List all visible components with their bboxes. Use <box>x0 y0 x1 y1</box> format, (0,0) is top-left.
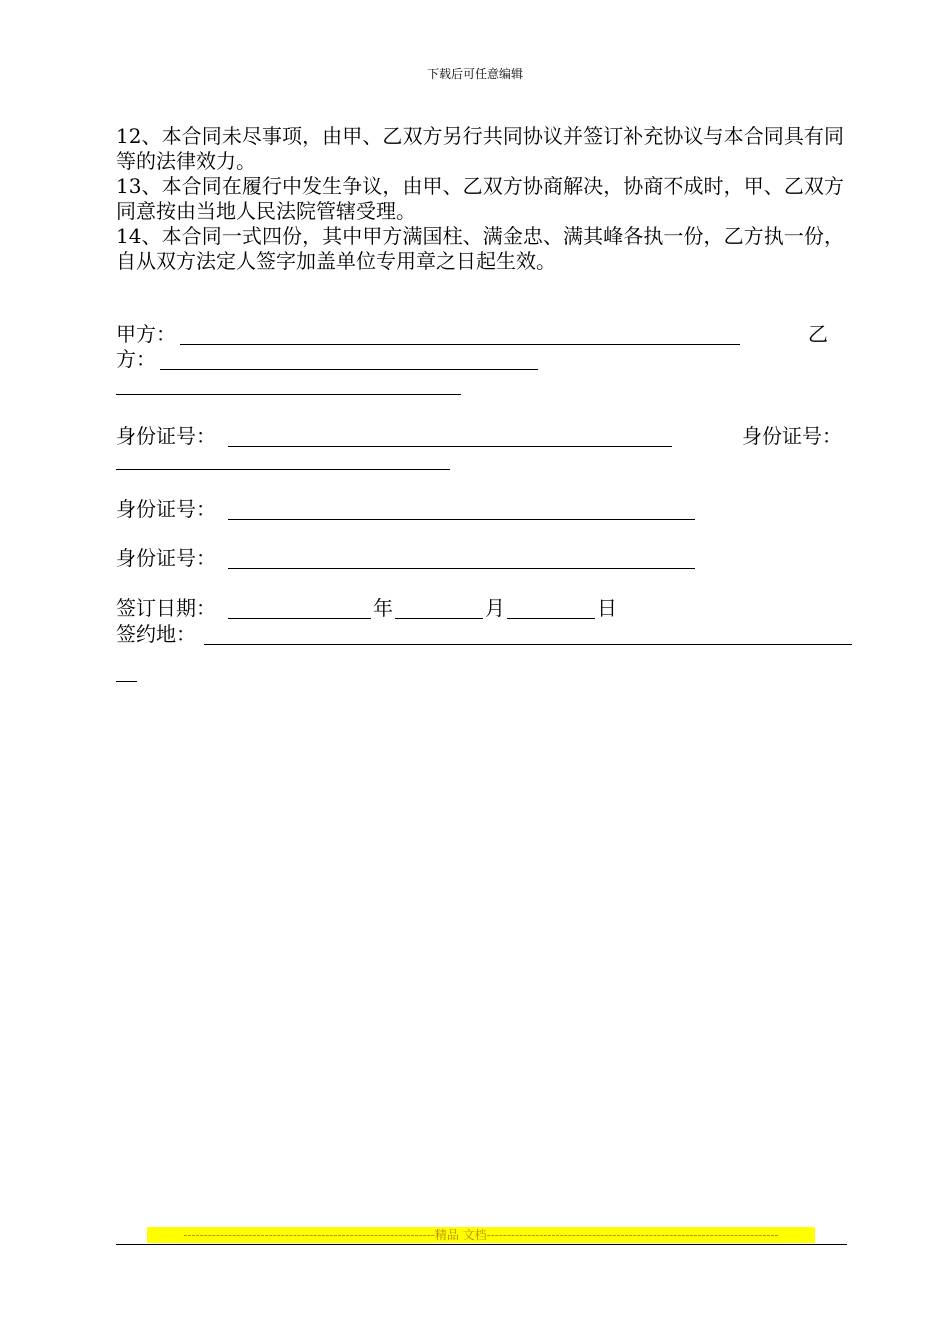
id-number-blank-2[interactable] <box>228 519 695 520</box>
id-label-a: 身份证号： <box>116 424 216 448</box>
clause-13: 13、本合同在履行中发生争议，由甲、乙双方协商解决，协商不成时，甲、乙双方同意按由当地人民法院管辖受理。 <box>116 174 844 223</box>
footer-rule <box>116 1244 847 1245</box>
date-month-label: 月 <box>485 596 505 620</box>
signature-continuation-blank[interactable] <box>116 394 461 395</box>
date-year-label: 年 <box>373 596 393 620</box>
id-label-2: 身份证号： <box>116 497 216 521</box>
date-day-label: 日 <box>597 596 617 620</box>
footer-dashes-right: ------------------------------------------------------------------------ <box>486 1228 779 1242</box>
party-b-label-part1: 乙 <box>808 322 828 346</box>
clause-14: 14、本合同一式四份，其中甲方满国柱、满金忠、满其峰各执一份，乙方执一份，自从双方法定人签字加盖单位专用章之日起生效。 <box>116 224 844 273</box>
id-label-3: 身份证号： <box>116 546 216 570</box>
footer-text: 精品 文档 <box>434 1228 487 1242</box>
id-label-b: 身份证号： <box>742 424 842 448</box>
place-label: 签约地： <box>116 622 196 646</box>
party-b-signature-blank[interactable] <box>160 369 538 370</box>
date-year-blank[interactable] <box>228 618 371 619</box>
date-month-blank[interactable] <box>395 618 483 619</box>
date-label: 签订日期： <box>116 596 216 620</box>
date-day-blank[interactable] <box>507 618 595 619</box>
place-blank-continuation[interactable] <box>116 681 137 682</box>
footer-banner <box>147 1227 815 1243</box>
party-a-label: 甲方： <box>116 322 176 346</box>
party-a-signature-blank[interactable] <box>180 344 740 345</box>
id-number-blank-b[interactable] <box>116 469 450 470</box>
footer-dashes-left: -------------------------------------------------------------- <box>183 1228 435 1242</box>
party-b-label-part2: 方： <box>116 347 156 371</box>
id-number-blank-a[interactable] <box>228 446 672 447</box>
header-note: 下载后可任意编辑 <box>426 67 523 81</box>
place-blank[interactable] <box>204 644 852 645</box>
id-number-blank-3[interactable] <box>228 568 695 569</box>
clause-12: 12、本合同未尽事项，由甲、乙双方另行共同协议并签订补充协议与本合同具有同等的法律效力。 <box>116 124 844 173</box>
contract-clauses <box>116 124 844 274</box>
